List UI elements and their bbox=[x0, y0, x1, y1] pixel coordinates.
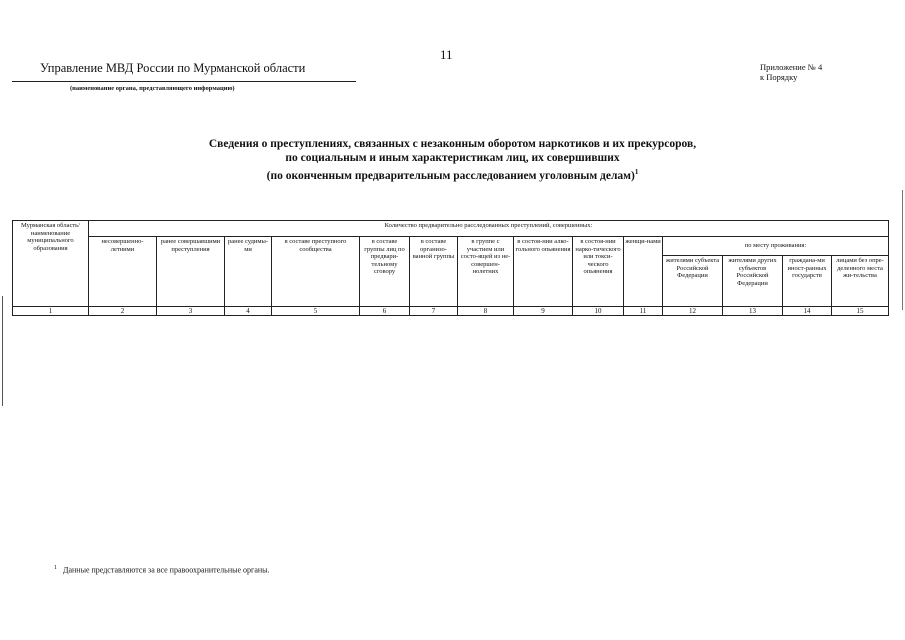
col-number-10: 10 bbox=[573, 307, 624, 316]
col-number-7: 7 bbox=[410, 307, 458, 316]
col-number-6: 6 bbox=[360, 307, 410, 316]
header-col-14: граждана-ми иност-ранных государств bbox=[783, 256, 832, 307]
header-region: Мурманская область/ наименование муниципального образования bbox=[13, 221, 89, 307]
title-line-1: Сведения о преступлениях, связанных с незаконным оборотом наркотиков и их прекурсоров, bbox=[208, 138, 697, 150]
title-line-3 bbox=[0, 165, 905, 183]
col-number-2: 2 bbox=[89, 307, 157, 316]
header-col-8: в группе с участием или состо-ящей из не-совершен-нолетних bbox=[458, 237, 514, 307]
col-number-14: 14 bbox=[783, 307, 832, 316]
header-col-11: женщи-нами bbox=[624, 237, 663, 307]
scan-edge-left bbox=[2, 296, 3, 406]
col-number-13: 13 bbox=[723, 307, 783, 316]
header-col-9: в состоя-нии алко-гольного опьянения bbox=[514, 237, 573, 307]
header-col-4: ранее судимы-ми bbox=[225, 237, 272, 307]
header-group: Количество предварительно расследованных преступлений, совершенных: bbox=[89, 221, 889, 237]
col-number-11: 11 bbox=[624, 307, 663, 316]
statistics-table bbox=[12, 220, 889, 316]
organization-underline bbox=[12, 81, 356, 82]
header-col-5: в составе преступного сообщества bbox=[272, 237, 360, 307]
footnote bbox=[54, 565, 270, 575]
title-line-3-text: (по оконченным предварительным расследованием уголовным делам) bbox=[266, 169, 635, 182]
header-col-10: в состоя-нии нарко-тического или токси-ческого опьянения bbox=[573, 237, 624, 307]
header-col-6: в составе группы лиц по предвари-тельному сговору bbox=[360, 237, 410, 307]
col-number-1: 1 bbox=[13, 307, 89, 316]
col-number-15: 15 bbox=[832, 307, 889, 316]
page-number: 11 bbox=[440, 47, 453, 62]
header-residence: по месту проживания: bbox=[663, 237, 889, 256]
header-col-15: лицами без опре-деленного места жи-тельства bbox=[832, 256, 889, 307]
title-footnote-mark: 1 bbox=[634, 168, 639, 176]
col-number-3: 3 bbox=[157, 307, 225, 316]
title-line-2: по социальным и иным характеристикам лиц, их совершивших bbox=[285, 152, 620, 164]
header-col-7: в составе организо-ванной группы bbox=[410, 237, 458, 307]
header-col-13: жителями других субъектов Российской Федерации bbox=[723, 256, 783, 307]
footnote-mark: 1 bbox=[54, 565, 57, 571]
header-col-2: несовершенно-летними bbox=[89, 237, 157, 307]
appendix-label bbox=[760, 62, 822, 82]
organization-name: Управление МВД России по Мурманской области bbox=[40, 61, 306, 75]
document-title bbox=[0, 137, 905, 183]
organization-caption: (наименование органа, представляющего информацию) bbox=[70, 85, 235, 92]
header-col-3: ранее совершавшими преступления bbox=[157, 237, 225, 307]
appendix-line-1: Приложение № 4 bbox=[760, 62, 823, 72]
scan-edge-right bbox=[902, 190, 903, 310]
footnote-text: Данные представляются за все правоохранительные органы. bbox=[63, 565, 270, 575]
col-number-5: 5 bbox=[272, 307, 360, 316]
col-number-9: 9 bbox=[514, 307, 573, 316]
col-number-4: 4 bbox=[225, 307, 272, 316]
col-number-8: 8 bbox=[458, 307, 514, 316]
col-number-12: 12 bbox=[663, 307, 723, 316]
appendix-line-2: к Порядку bbox=[760, 72, 798, 82]
header-col-12: жителями субъекта Российской Федерации bbox=[663, 256, 723, 307]
